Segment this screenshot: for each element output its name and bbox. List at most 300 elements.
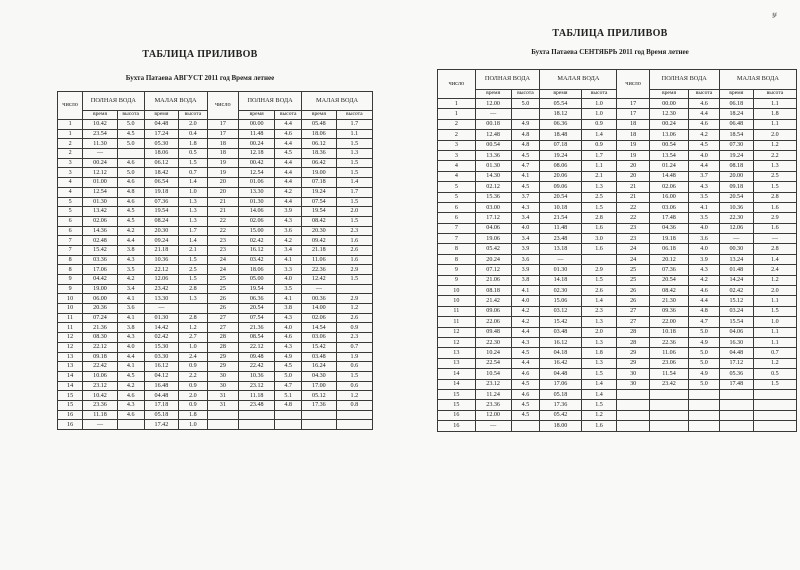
high-time-cell: 22.54: [475, 358, 511, 368]
day-cell: 24: [617, 244, 649, 254]
low-time-cell: 20.54: [540, 192, 581, 202]
high-height-cell: 4.2: [689, 130, 720, 140]
low-height-cell: 2.9: [753, 213, 796, 223]
high-time-cell: 00.24: [239, 139, 275, 149]
table-row: [58, 207, 373, 217]
low-height-cell: [753, 421, 796, 431]
time-header: время: [239, 111, 275, 120]
low-time-cell: 14.24: [719, 275, 753, 285]
day-cell: 23: [207, 236, 239, 246]
day-cell: 21: [617, 192, 649, 202]
table-row: [58, 265, 373, 275]
height-header: высота: [117, 111, 144, 120]
high-time-cell: [649, 421, 688, 431]
day-cell: 3: [58, 168, 83, 178]
high-height-cell: 4.2: [275, 236, 302, 246]
low-height-cell: 1.6: [581, 223, 617, 233]
low-time-cell: 02.06: [302, 313, 337, 323]
high-time-cell: 03.06: [649, 202, 688, 212]
low-time-cell: 17.06: [540, 379, 581, 389]
low-height-cell: 0.8: [336, 400, 372, 410]
high-time-cell: 05.00: [239, 275, 275, 285]
low-time-cell: 16.12: [144, 362, 179, 372]
low-time-cell: 02.42: [719, 286, 753, 296]
high-time-cell: 23.42: [649, 379, 688, 389]
high-height-cell: 4.8: [117, 187, 144, 197]
low-height-cell: 2.0: [753, 286, 796, 296]
high-height-cell: 4.5: [511, 182, 540, 192]
high-time-cell: 14.30: [475, 171, 511, 181]
table-row: [438, 150, 797, 160]
high-time-cell: 02.06: [239, 216, 275, 226]
high-height-cell: 3.7: [689, 171, 720, 181]
low-time-cell: 19.24: [540, 150, 581, 160]
day-cell: 14: [438, 369, 476, 379]
high-time-cell: 12.00: [475, 410, 511, 420]
low-height-cell: 2.6: [581, 286, 617, 296]
high-height-cell: 3.8: [275, 304, 302, 314]
time-header: время: [302, 111, 337, 120]
high-time-cell: 10.42: [83, 120, 118, 130]
low-height-cell: 1.5: [179, 158, 207, 168]
high-time-cell: 19.54: [239, 284, 275, 294]
day-cell: 26: [207, 304, 239, 314]
high-height-cell: 4.3: [511, 202, 540, 212]
low-time-cell: 15.54: [719, 317, 753, 327]
high-time-cell: 12.54: [239, 168, 275, 178]
table-row: [438, 400, 797, 410]
high-time-cell: 20.12: [649, 254, 688, 264]
high-height-cell: 4.7: [511, 161, 540, 171]
day-cell: 8: [438, 254, 476, 264]
day-cell: 27: [207, 323, 239, 333]
low-height-cell: 1.7: [336, 120, 372, 130]
high-time-cell: 03.42: [239, 255, 275, 265]
high-height-cell: 4.0: [511, 223, 540, 233]
day-cell: 16: [58, 410, 83, 420]
low-height-cell: 1.5: [336, 197, 372, 207]
high-height-cell: 4.4: [275, 197, 302, 207]
high-height-cell: 4.4: [275, 139, 302, 149]
high-height-cell: 3.8: [511, 275, 540, 285]
low-time-cell: —: [144, 304, 179, 314]
table-row: [438, 327, 797, 337]
high-height-cell: 4.2: [511, 317, 540, 327]
high-height-cell: 4.0: [689, 150, 720, 160]
low-height-cell: [753, 389, 796, 399]
high-time-cell: 15.42: [83, 245, 118, 255]
high-height-cell: 4.1: [275, 255, 302, 265]
table-row: [438, 317, 797, 327]
high-time-cell: 02.06: [83, 216, 118, 226]
high-time-cell: 01.24: [649, 161, 688, 171]
day-cell: 22: [207, 216, 239, 226]
low-time-cell: 17.24: [144, 129, 179, 139]
high-time-cell: 02.48: [83, 236, 118, 246]
high-time-cell: 22.12: [239, 342, 275, 352]
high-time-cell: 00.24: [83, 158, 118, 168]
low-height-cell: 1.4: [581, 379, 617, 389]
day-cell: 1: [438, 99, 476, 109]
high-time-cell: 12.30: [649, 109, 688, 119]
height-header: высота: [179, 111, 207, 120]
high-height-cell: [117, 420, 144, 430]
low-time-cell: 14.00: [302, 304, 337, 314]
high-height-cell: 3.6: [275, 226, 302, 236]
day-cell: 27: [617, 306, 649, 316]
low-time-cell: 18.24: [719, 109, 753, 119]
day-cell: 18: [207, 149, 239, 159]
table-row: [58, 284, 373, 294]
low-time-cell: 13.18: [540, 244, 581, 254]
day-cell: 23: [617, 234, 649, 244]
table-row: [58, 197, 373, 207]
day-cell: 2: [438, 119, 476, 129]
low-height-cell: 1.7: [581, 150, 617, 160]
day-cell: 14: [58, 381, 83, 391]
low-time-cell: 05.18: [540, 389, 581, 399]
high-height-cell: 4.1: [117, 313, 144, 323]
high-height-cell: 3.9: [511, 244, 540, 254]
high-height-cell: 4.4: [117, 236, 144, 246]
low-time-cell: 04.48: [144, 391, 179, 401]
low-height-cell: 1.5: [753, 182, 796, 192]
day-cell: 1: [58, 129, 83, 139]
day-cell: 18: [207, 139, 239, 149]
table-row: [58, 371, 373, 381]
day-cell: 9: [58, 284, 83, 294]
high-height-cell: 4.0: [511, 296, 540, 306]
low-height-cell: 2.6: [336, 313, 372, 323]
low-height-cell: 1.2: [753, 358, 796, 368]
low-height-cell: 1.3: [581, 317, 617, 327]
low-time-cell: 09.06: [540, 182, 581, 192]
low-height-cell: 1.1: [753, 296, 796, 306]
table-row: [438, 202, 797, 212]
high-height-cell: [689, 389, 720, 399]
low-time-cell: 03.12: [540, 306, 581, 316]
low-height-cell: 2.8: [753, 244, 796, 254]
high-time-cell: 10.24: [475, 348, 511, 358]
day-cell: 30: [207, 381, 239, 391]
low-height-cell: 1.0: [581, 109, 617, 119]
low-time-cell: 15.42: [540, 317, 581, 327]
day-cell: 21: [617, 182, 649, 192]
low-time-cell: 10.36: [719, 202, 753, 212]
low-time-cell: 19.00: [302, 168, 337, 178]
time-header: время: [144, 111, 179, 120]
low-time-cell: 03.06: [302, 333, 337, 343]
high-height-cell: [511, 109, 540, 119]
day-cell: 11: [58, 313, 83, 323]
low-height-cell: 1.5: [336, 158, 372, 168]
low-time-cell: 17.00: [302, 381, 337, 391]
table-row: [438, 119, 797, 129]
day-cell: 23: [617, 223, 649, 233]
high-height-cell: 4.6: [117, 410, 144, 420]
high-time-cell: 09.48: [475, 327, 511, 337]
table-row: [438, 234, 797, 244]
low-height-cell: 0.7: [336, 342, 372, 352]
high-height-cell: 5.0: [511, 99, 540, 109]
day-cell: 28: [207, 333, 239, 343]
high-time-cell: 13.06: [649, 130, 688, 140]
day-cell: 6: [438, 213, 476, 223]
table-row: [58, 391, 373, 401]
low-height-cell: 1.6: [336, 236, 372, 246]
day-cell: [617, 421, 649, 431]
table-row: [438, 337, 797, 347]
low-height-cell: 1.8: [753, 109, 796, 119]
high-time-cell: 15.36: [475, 192, 511, 202]
high-height-cell: 4.4: [275, 168, 302, 178]
low-time-cell: 17.42: [144, 420, 179, 430]
high-time-cell: 10.06: [83, 371, 118, 381]
tide-table: [57, 91, 373, 430]
low-time-cell: 16.24: [302, 362, 337, 372]
day-cell: 7: [58, 236, 83, 246]
low-time-cell: 20.54: [719, 192, 753, 202]
table-row: [438, 213, 797, 223]
day-cell: 4: [438, 161, 476, 171]
low-time-cell: 17.18: [144, 400, 179, 410]
table-row: [438, 109, 797, 119]
low-time-cell: 14.42: [144, 323, 179, 333]
high-height-cell: 4.3: [117, 255, 144, 265]
low-height-cell: 1.3: [581, 337, 617, 347]
high-time-cell: 18.06: [239, 265, 275, 275]
high-time-cell: 08.42: [649, 286, 688, 296]
high-time-cell: 16.00: [649, 192, 688, 202]
table-row: [58, 352, 373, 362]
day-cell: 4: [58, 187, 83, 197]
high-time-cell: 13.30: [239, 187, 275, 197]
low-height-cell: 1.2: [336, 391, 372, 401]
day-cell: 29: [617, 358, 649, 368]
day-cell: 10: [438, 286, 476, 296]
day-cell: 9: [58, 275, 83, 285]
high-time-cell: 23.36: [475, 400, 511, 410]
day-cell: 1: [438, 109, 476, 119]
high-time-cell: 22.12: [83, 342, 118, 352]
high-time-cell: 01.00: [83, 178, 118, 188]
low-height-cell: 0.9: [336, 323, 372, 333]
table-row: [438, 223, 797, 233]
low-time-cell: 06.12: [144, 158, 179, 168]
low-height-cell: 0.6: [336, 381, 372, 391]
table-row: [58, 129, 373, 139]
high-height-cell: 3.4: [511, 213, 540, 223]
table-row: [58, 120, 373, 130]
low-time-cell: 14.54: [302, 323, 337, 333]
low-time-cell: 10.18: [540, 202, 581, 212]
high-time-cell: 22.06: [475, 317, 511, 327]
high-time-cell: 08.54: [239, 333, 275, 343]
high-height-cell: 4.4: [689, 109, 720, 119]
high-height-cell: 4.3: [511, 337, 540, 347]
low-height-cell: 1.3: [581, 358, 617, 368]
low-height-cell: 1.6: [753, 223, 796, 233]
day-cell: 19: [617, 150, 649, 160]
low-time-cell: 06.18: [719, 99, 753, 109]
high-height-cell: 3.5: [117, 265, 144, 275]
high-time-cell: 20.36: [83, 304, 118, 314]
high-time-cell: 23.12: [239, 381, 275, 391]
day-cell: 12: [438, 337, 476, 347]
high-height-cell: 4.6: [117, 158, 144, 168]
low-water-header: МАЛАЯ ВОДА: [144, 92, 207, 111]
low-height-cell: [336, 284, 372, 294]
low-time-cell: 18.00: [540, 421, 581, 431]
high-time-cell: 13.42: [83, 207, 118, 217]
table-row: [58, 168, 373, 178]
low-height-cell: 0.5: [753, 369, 796, 379]
high-height-cell: 4.3: [275, 216, 302, 226]
high-time-cell: 00.42: [239, 158, 275, 168]
high-time-cell: [649, 410, 688, 420]
day-cell: 16: [438, 421, 476, 431]
high-height-cell: 4.6: [511, 369, 540, 379]
high-time-cell: 02.42: [239, 236, 275, 246]
low-height-cell: 1.3: [179, 197, 207, 207]
high-height-cell: 4.1: [511, 171, 540, 181]
table-row: [58, 216, 373, 226]
high-height-cell: 4.2: [117, 381, 144, 391]
high-time-cell: —: [83, 420, 118, 430]
high-time-cell: 10.18: [649, 327, 688, 337]
low-time-cell: 09.18: [719, 182, 753, 192]
low-time-cell: 16.48: [144, 381, 179, 391]
high-height-cell: 4.5: [511, 410, 540, 420]
high-height-cell: 4.1: [117, 294, 144, 304]
low-height-cell: 1.8: [581, 348, 617, 358]
low-height-cell: 2.9: [336, 294, 372, 304]
high-height-cell: 4.4: [689, 161, 720, 171]
table-row: [438, 389, 797, 399]
day-cell: 22: [207, 226, 239, 236]
low-time-cell: 06.48: [719, 119, 753, 129]
table-row: [438, 254, 797, 264]
high-time-cell: 04.42: [83, 275, 118, 285]
low-time-cell: 01.48: [719, 265, 753, 275]
high-time-cell: 21.36: [83, 323, 118, 333]
low-height-cell: 1.5: [581, 202, 617, 212]
time-header: время: [649, 90, 688, 99]
day-cell: 29: [617, 348, 649, 358]
low-height-cell: 1.5: [336, 275, 372, 285]
low-height-cell: 2.5: [179, 265, 207, 275]
low-height-cell: 1.1: [753, 119, 796, 129]
low-height-cell: 1.7: [179, 226, 207, 236]
high-height-cell: 5.0: [689, 379, 720, 389]
low-height-cell: 1.2: [753, 275, 796, 285]
low-height-cell: 1.8: [179, 139, 207, 149]
low-time-cell: [719, 410, 753, 420]
table-row: [58, 226, 373, 236]
day-cell: 13: [58, 352, 83, 362]
high-height-cell: 4.3: [689, 265, 720, 275]
high-height-cell: 4.4: [275, 158, 302, 168]
table-row: [438, 140, 797, 150]
day-cell: 5: [58, 207, 83, 217]
high-height-cell: 4.8: [511, 130, 540, 140]
low-height-cell: 2.8: [179, 284, 207, 294]
high-height-cell: 3.3: [275, 265, 302, 275]
low-time-cell: 01.30: [540, 265, 581, 275]
low-height-cell: 2.9: [336, 265, 372, 275]
high-height-cell: 4.2: [117, 275, 144, 285]
table-row: [58, 245, 373, 255]
low-time-cell: 16.30: [719, 337, 753, 347]
high-height-cell: 3.5: [275, 284, 302, 294]
high-time-cell: 17.48: [649, 213, 688, 223]
high-height-cell: 5.0: [275, 371, 302, 381]
table-row: [58, 304, 373, 314]
high-height-cell: 3.9: [275, 207, 302, 217]
high-time-cell: 08.18: [475, 286, 511, 296]
high-time-cell: 01.06: [239, 178, 275, 188]
low-height-cell: [581, 254, 617, 264]
height-header: высота: [581, 90, 617, 99]
day-cell: 17: [617, 99, 649, 109]
high-time-cell: 17.06: [83, 265, 118, 275]
high-height-cell: 3.4: [275, 245, 302, 255]
high-time-cell: 13.54: [649, 150, 688, 160]
day-cell: 13: [58, 362, 83, 372]
table-row: [58, 187, 373, 197]
day-cell: 23: [207, 245, 239, 255]
high-height-cell: 4.5: [511, 150, 540, 160]
day-cell: 26: [207, 294, 239, 304]
high-time-cell: 14.06: [239, 207, 275, 217]
day-cell: 19: [617, 140, 649, 150]
low-time-cell: 20.30: [302, 226, 337, 236]
low-height-cell: 1.0: [179, 187, 207, 197]
low-height-cell: 2.0: [753, 130, 796, 140]
low-time-cell: 12.42: [302, 275, 337, 285]
low-time-cell: 14.18: [540, 275, 581, 285]
low-time-cell: 04.30: [302, 371, 337, 381]
high-height-cell: 3.9: [511, 265, 540, 275]
low-height-cell: 1.4: [581, 389, 617, 399]
low-time-cell: 15.06: [540, 296, 581, 306]
table-row: [58, 313, 373, 323]
low-time-cell: 04.48: [719, 348, 753, 358]
low-time-cell: 17.48: [719, 379, 753, 389]
low-time-cell: 03.30: [144, 352, 179, 362]
low-time-cell: 19.24: [302, 187, 337, 197]
table-row: [438, 358, 797, 368]
high-height-cell: 3.6: [511, 254, 540, 264]
high-height-cell: 4.5: [511, 379, 540, 389]
low-time-cell: 12.06: [144, 275, 179, 285]
day-cell: [617, 389, 649, 399]
low-height-cell: 1.3: [179, 207, 207, 217]
low-time-cell: 05.36: [719, 369, 753, 379]
low-time-cell: —: [540, 254, 581, 264]
high-height-cell: 4.4: [511, 358, 540, 368]
high-time-cell: 06.00: [83, 294, 118, 304]
high-height-cell: 4.3: [689, 182, 720, 192]
day-cell: 14: [438, 379, 476, 389]
day-cell: 24: [207, 255, 239, 265]
table-row: [58, 149, 373, 159]
low-height-cell: 2.3: [581, 306, 617, 316]
table-row: [58, 342, 373, 352]
low-height-cell: 1.5: [179, 255, 207, 265]
low-time-cell: 04.06: [719, 327, 753, 337]
low-height-cell: 1.0: [179, 420, 207, 430]
